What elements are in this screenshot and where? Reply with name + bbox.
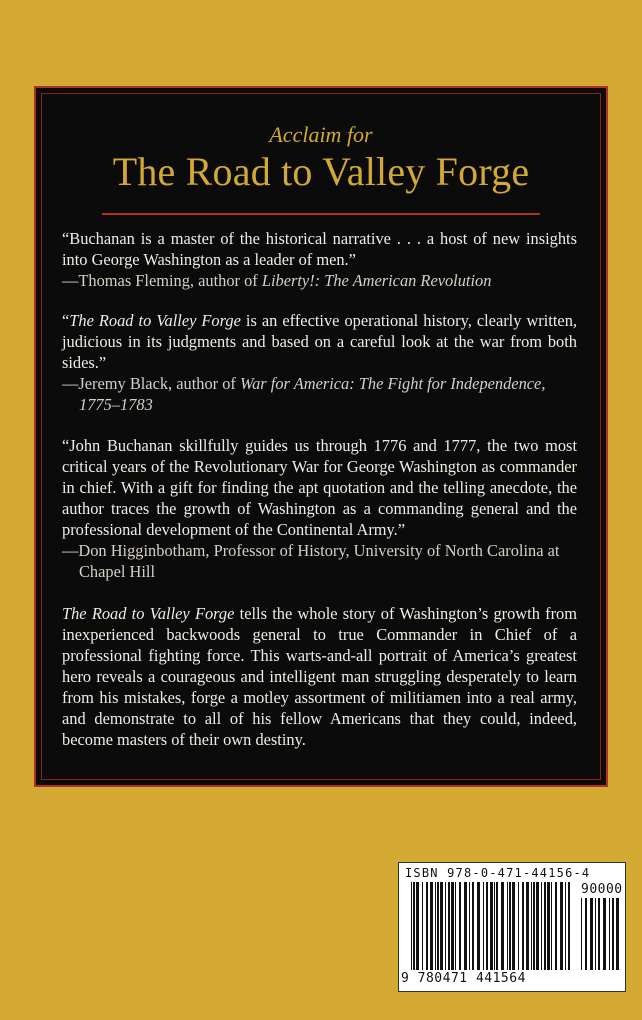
barcode-bar <box>445 882 446 970</box>
barcode-bar <box>486 882 488 970</box>
barcode-bar <box>585 898 587 970</box>
acclaim-heading: Acclaim for <box>269 122 373 147</box>
quote-2-text: “The Road to Valley Forge is an effective operational history, clearly written, judicious in its judgments and based on a careful look at the war from both sides.” <box>62 311 577 372</box>
barcode-bar <box>555 882 557 970</box>
title-divider <box>102 213 540 215</box>
barcode-bar <box>430 882 433 970</box>
barcode-bar <box>536 882 539 970</box>
barcode-bar <box>533 882 535 970</box>
blurb-panel <box>34 86 608 787</box>
barcode-bar <box>603 898 606 970</box>
barcode-bar <box>483 882 484 970</box>
quote-3-attribution: —Don Higginbotham, Professor of History, University of North Carolina at Chapel Hill <box>62 541 560 581</box>
barcode-bar <box>590 898 593 970</box>
quote-2 <box>62 310 577 415</box>
barcode-bar <box>437 882 439 970</box>
barcode-bar <box>565 882 566 970</box>
barcode-bar <box>440 882 443 970</box>
barcode-bar <box>560 882 563 970</box>
quote-1-text: “Buchanan is a master of the historical narrative . . . a host of new insights into George Washington as a leader of men.” <box>62 229 577 269</box>
barcode-bar <box>581 898 582 970</box>
quote-1 <box>62 228 577 291</box>
barcode-bar <box>422 882 423 970</box>
barcode-bar <box>544 882 546 970</box>
barcode-bar <box>551 882 552 970</box>
quote-2-text-body: is an effective operational history, clearly written, judicious in its judgments and based on a careful look at the war from both sides.” <box>62 311 577 372</box>
barcode-bar <box>469 882 470 970</box>
isbn-number: ISBN 978-0-471-44156-4 <box>405 866 591 880</box>
barcode-bar <box>448 882 450 970</box>
barcode-addon-bars <box>581 898 621 970</box>
quote-2-text-title: The Road to Valley Forge <box>69 311 241 330</box>
barcode-bar <box>526 882 529 970</box>
quote-2-attr-lead: —Jeremy Black, author of <box>62 374 240 393</box>
barcode-bar <box>612 898 614 970</box>
quote-1-attr-title: Liberty!: The American Revolution <box>261 271 492 290</box>
barcode-bar <box>459 882 461 970</box>
barcode-bar <box>522 882 524 970</box>
barcode-bar <box>595 898 596 970</box>
description-title: The Road to Valley Forge <box>62 604 235 623</box>
book-description <box>62 603 577 750</box>
barcode-bar <box>411 882 412 970</box>
barcode-bar <box>496 882 498 970</box>
description-text: tells the whole story of Washington’s growth from inexperienced backwoods general to true Commander in Chief of a professional fighting force. This warts-and-all portrait of America’s greatest hero reveals a courageous and intelligent man struggling desperately to learn from his mistakes, forge a motley assortment of militiamen into a real army, and demonstrate to all of his fellow Americans that they could, indeed, become masters of their own destiny. <box>62 604 577 749</box>
barcode-bar <box>416 882 419 970</box>
quote-3 <box>62 435 577 582</box>
barcode-bar <box>541 882 542 970</box>
barcode-bar <box>426 882 428 970</box>
price-code: 90000 <box>581 882 623 897</box>
quote-1-attr-lead: —Thomas Fleming, author of <box>62 271 262 290</box>
barcode-bar <box>531 882 532 970</box>
barcode-bar <box>455 882 456 970</box>
barcode-bar <box>609 898 610 970</box>
barcode-bar <box>501 882 504 970</box>
barcode-main-bars <box>411 882 573 970</box>
barcode-bar <box>616 898 619 970</box>
barcode-bar <box>464 882 467 970</box>
isbn-barcode <box>398 862 626 992</box>
quote-2-attr-title: War for America: The Fight for Independence, 1775–1783 <box>79 374 546 414</box>
quote-3-text: “John Buchanan skillfully guides us through 1776 and 1777, the two most critical years of the Revolutionary War for George Washington as commander in chief. With a gift for finding the apt quotation and the telling anecdote, the author traces the growth of Washington as a commanding general and the professional development of the Continental Army.” <box>62 436 577 539</box>
barcode-bar <box>512 882 515 970</box>
quote-2-attribution <box>62 373 577 415</box>
barcode-bar <box>451 882 454 970</box>
quote-1-attribution <box>62 270 577 291</box>
barcode-bar <box>518 882 519 970</box>
barcode-bar <box>494 882 495 970</box>
barcode-bar <box>598 898 600 970</box>
barcode-bar <box>509 882 511 970</box>
barcode-bar <box>435 882 436 970</box>
barcode-digits: 9 780471 441564 <box>401 971 526 986</box>
barcode-bar <box>472 882 474 970</box>
barcode-bar <box>490 882 493 970</box>
barcode-bar <box>477 882 480 970</box>
barcode-bar <box>547 882 550 970</box>
barcode-bar <box>413 882 415 970</box>
book-title: The Road to Valley Forge <box>112 149 530 194</box>
barcode-bar <box>568 882 570 970</box>
barcode-bar <box>507 882 508 970</box>
